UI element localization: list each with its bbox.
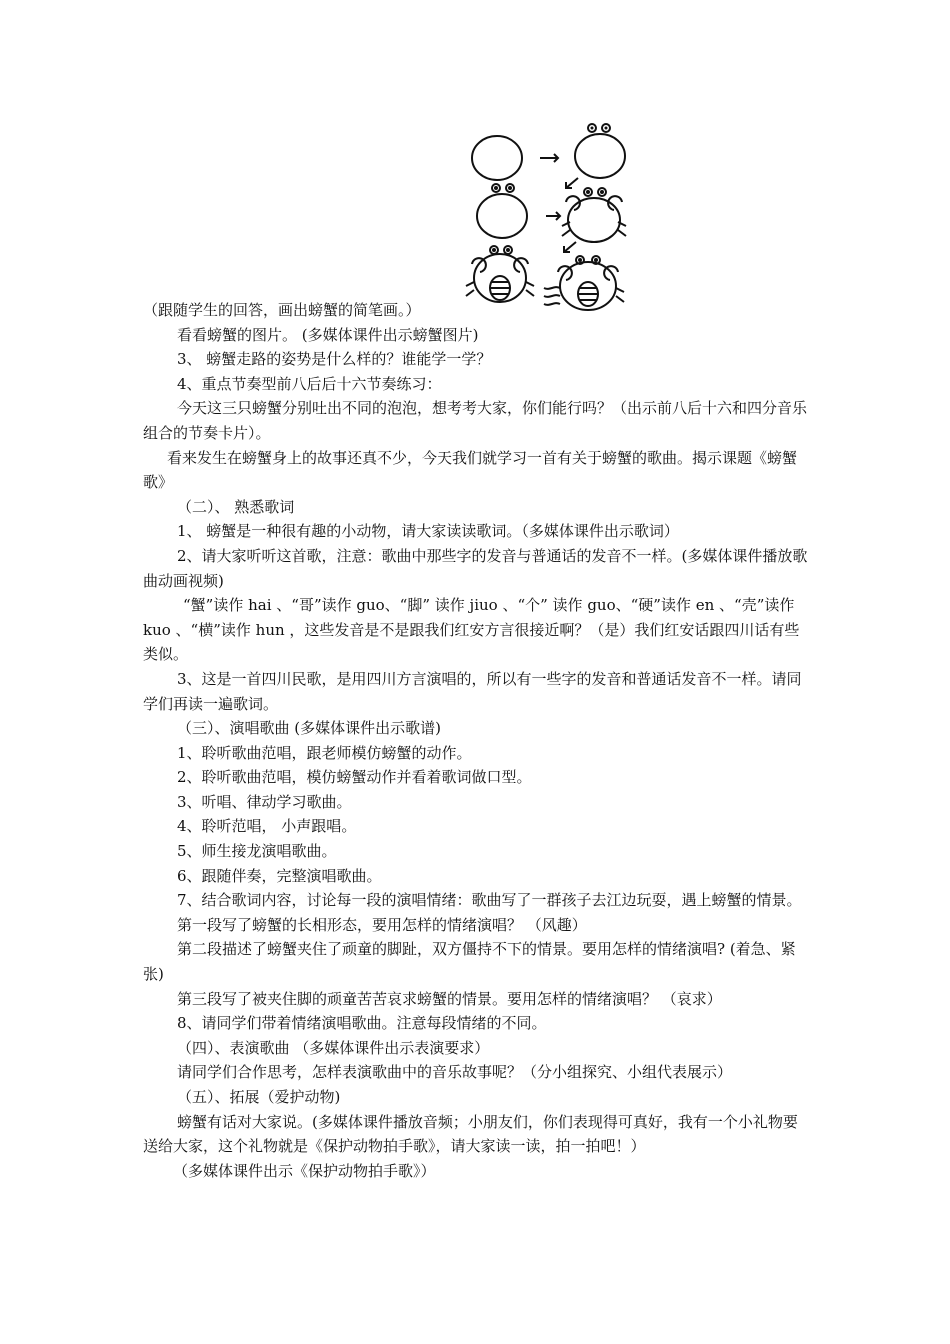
- line-crab-says: 螃蟹有话对大家说。(多媒体课件播放音频；小朋友们，你们表现得可真好，我有一个小礼物要送给大家，这个礼物就是《保护动物拍手歌》，请大家读一读，拍一拍吧！）: [143, 1112, 798, 1156]
- line-look-at-picture: 看看螃蟹的图片。 (多媒体课件出示螃蟹图片): [177, 325, 479, 344]
- line-step-4: 4、重点节奏型前八后后十六节奏练习：: [177, 374, 442, 393]
- line-sing-5: 5、师生接龙演唱歌曲。: [177, 842, 337, 861]
- line-lyrics-3: 3、这是一首四川民歌，是用四川方言演唱的，所以有一些字的发音和普通话发音不一样。请同学们再读一遍歌词。: [143, 669, 802, 713]
- line-perform: 请同学们合作思考，怎样表演歌曲中的音乐故事呢？（分小组探究、小组代表展示）: [177, 1063, 733, 1082]
- line-show-song: （多媒体课件出示《保护动物拍手歌》）: [173, 1161, 436, 1180]
- line-sing-2: 2、聆听歌曲范唱，模仿螃蟹动作并看着歌词做口型。: [177, 768, 532, 787]
- line-sing-7: 7、结合歌词内容，讨论每一段的演唱情绪：歌曲写了一群孩子去江边玩耍，遇上螃蟹的情景。: [177, 891, 802, 910]
- line-lyrics-1: 1、 螃蟹是一种很有趣的小动物，请大家读读歌词。（多媒体课件出示歌词）: [177, 522, 679, 541]
- line-caption: （跟随学生的回答，画出螃蟹的简笔画。）: [143, 301, 421, 319]
- crab-drawing-steps-figure: [462, 118, 642, 314]
- line-rhythm-card: 今天这三只螃蟹分别吐出不同的泡泡，想考考大家，你们能行吗？（出示前八后十六和四分音乐组合的节奏卡片）。: [143, 399, 808, 442]
- line-sing-3: 3、听唱、律动学习歌曲。: [177, 792, 352, 811]
- section-5-heading: （五）、拓展（爱护动物): [177, 1088, 341, 1106]
- section-3-heading: （三）、演唱歌曲 (多媒体课件出示歌谱): [177, 719, 441, 738]
- section-4-heading: （四）、表演歌曲 （多媒体课件出示表演要求）: [177, 1038, 490, 1057]
- line-sing-1: 1、聆听歌曲范唱，跟老师模仿螃蟹的动作。: [177, 743, 472, 762]
- section-2-heading: （二）、 熟悉歌词: [177, 497, 295, 516]
- line-step-3: 3、 螃蟹走路的姿势是什么样的？谁能学一学？: [177, 350, 492, 369]
- line-verse-1: 第一段写了螃蟹的长相形态，要用怎样的情绪演唱？ （风趣）: [177, 915, 587, 934]
- line-reveal-title: 看来发生在螃蟹身上的故事还真不少，今天我们就学习一首有关于螃蟹的歌曲。揭示课题《螃蟹歌》: [143, 448, 798, 492]
- line-verse-3: 第三段写了被夹住脚的顽童苦苦哀求螃蟹的情景。要用怎样的情绪演唱？ （哀求）: [177, 989, 722, 1008]
- line-verse-2: 第二段描述了螃蟹夹住了顽童的脚趾，双方僵持不下的情景。要用怎样的情绪演唱? (着急、紧张): [143, 940, 796, 984]
- line-lyrics-2: 2、请大家听听这首歌，注意：歌曲中那些字的发音与普通话的发音不一样。(多媒体课件播放歌曲动画视频): [143, 546, 808, 590]
- lesson-plan-text: [143, 298, 811, 1183]
- line-sing-8: 8、请同学们带着情绪演唱歌曲。注意每段情绪的不同。: [177, 1014, 547, 1033]
- line-sing-4: 4、聆听范唱， 小声跟唱。: [177, 817, 357, 836]
- line-pronunciation: “蟹”读作 hai 、“哥”读作 guo、“脚” 读作 jiuo 、“个” 读作 guo、“硬”读作 en 、“壳”读作 kuo 、“横”读作 hun ，这些发音是不是跟我们红安方言很接近啊？（是）我们红安话跟四川话有些类似。: [143, 596, 800, 664]
- line-sing-6: 6、跟随伴奏，完整演唱歌曲。: [177, 866, 382, 885]
